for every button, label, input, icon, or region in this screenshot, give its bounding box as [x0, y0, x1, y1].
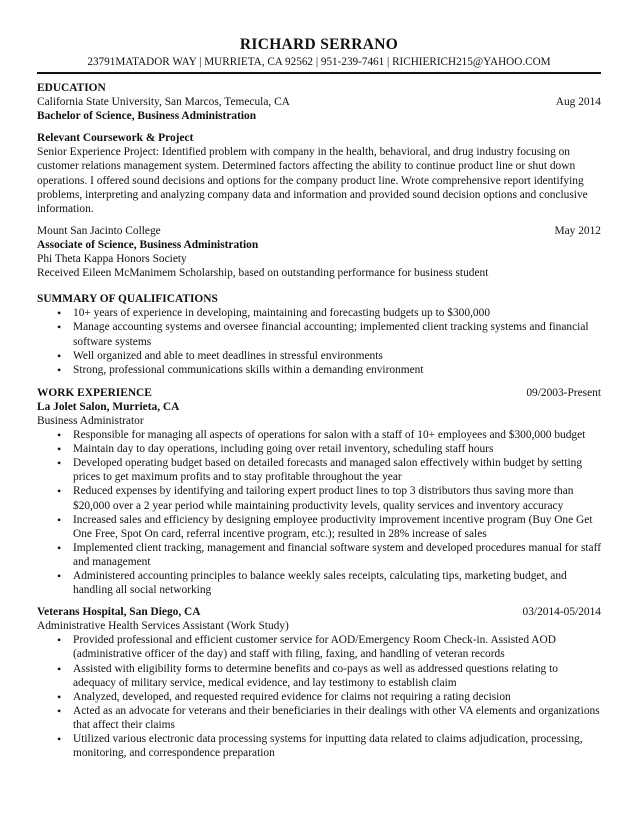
contact-line: 23791MATADOR WAY | MURRIETA, CA 92562 | 951-239-7461 | RICHIERICH215@YAHOO.COM [87, 56, 551, 68]
list-item: • Developed operating budget based on detailed forecasts and managed salon effectively within budget by setting prices to get maximum profits and to stay profitable throughout the year [37, 456, 601, 484]
list-item: • Responsible for managing all aspects of operations for salon with a staff of 10+ employees and $300,000 budget [37, 428, 601, 442]
school-name: Mount San Jacinto College [37, 224, 161, 237]
list-item: • Provided professional and efficient customer service for AOD/Emergency Room Check-in. Assisted AOD (administrative officer of the day) and staff with filing, faxing, and handling of veteran records [37, 633, 601, 661]
qualifications-list [37, 306, 601, 376]
list-item: • Assisted with eligibility forms to determine benefits and co-pays as well as addressed questions relating to adequacy of military service, medical evidence, and lay testimony to establish claim [37, 662, 601, 690]
coursework-heading: Relevant Coursework & Project [37, 132, 194, 145]
qualifications-heading: SUMMARY OF QUALIFICATIONS [37, 293, 218, 306]
job-title: Administrative Health Services Assistant (Work Study) [37, 620, 289, 633]
education-heading: EDUCATION [37, 82, 106, 94]
education-school-row [37, 95, 601, 109]
school-date: Aug 2014 [555, 96, 601, 109]
job-date: 03/2014-05/2014 [522, 606, 601, 619]
list-item: • Administered accounting principles to balance weekly sales receipts, calculating tips, marketing budget, and handling all social networking [37, 569, 601, 597]
school-name: California State University, San Marcos, Temecula, CA [37, 96, 290, 109]
list-item: • Increased sales and efficiency by designing employee productivity improvement incentive program (Buy One Get One Free, Spot On card, referral incentive program, etc.); resulted in 28% increase of sales [37, 513, 601, 541]
work-heading: WORK EXPERIENCE [37, 386, 152, 399]
scholarship-line: Received Eileen McManimem Scholarship, based on outstanding performance for business student [37, 267, 489, 280]
list-item: • Utilized various electronic data processing systems for inputting data related to claims adjudication, processing, monitoring, and correspondence preparation [37, 732, 601, 760]
candidate-name: RICHARD SERRANO [239, 36, 399, 53]
job-date: 09/2003-Present [526, 386, 601, 399]
list-item: • Acted as an advocate for veterans and their beneficiaries in their dealings with other VA elements and organizations that affect their claims [37, 704, 601, 732]
list-item: • 10+ years of experience in developing, maintaining and forecasting budgets up to $300,000 [37, 306, 601, 320]
work-heading-row [37, 386, 601, 400]
list-item: • Implemented client tracking, management and financial software system and developed procedures manual for staff and management [37, 541, 601, 569]
list-item: • Analyzed, developed, and requested required evidence for claims not requiring a rating decision [37, 690, 601, 704]
list-item: • Reduced expenses by identifying and tailoring expert product lines to top 3 distributors thus saving more than $20,000 over a 2 year period while maintaining productivity levels, quality services and inventory accuracy [37, 484, 601, 512]
school-date: May 2012 [554, 224, 601, 237]
coursework-text: Senior Experience Project: Identified problem with company in the health, behavioral, and drug industry focusing on customer relations management system. Determined factors affecting the ability to continue product line or shut down operations. I offered sound decisions and options for the company product line. Wrote comprehensive report identifying problems, interpreting and analyzing company data and information and provided sound decision options and conclusive information. [37, 146, 588, 215]
resume-page [37, 36, 601, 760]
job-duties-list [37, 633, 601, 760]
honors-line: Phi Theta Kappa Honors Society [37, 253, 187, 266]
header-divider [37, 72, 601, 74]
employer-name: La Jolet Salon, Murrieta, CA [37, 400, 180, 413]
list-item: • Maintain day to day operations, including going over retail inventory, scheduling staff hours [37, 442, 601, 456]
list-item: • Well organized and able to meet deadlines in stressful environments [37, 349, 601, 363]
list-item: • Manage accounting systems and oversee financial accounting; implemented client tracking systems and financial software systems [37, 320, 601, 348]
education-school-row [37, 224, 601, 238]
degree-name: Bachelor of Science, Business Administration [37, 110, 257, 123]
job-title: Business Administrator [37, 414, 144, 427]
list-item: • Strong, professional communications skills within a demanding environment [37, 363, 601, 377]
job-duties-list [37, 428, 601, 597]
employer-name: Veterans Hospital, San Diego, CA [37, 606, 201, 619]
degree-name: Associate of Science, Business Administration [37, 238, 259, 251]
job-header-row [37, 605, 601, 619]
